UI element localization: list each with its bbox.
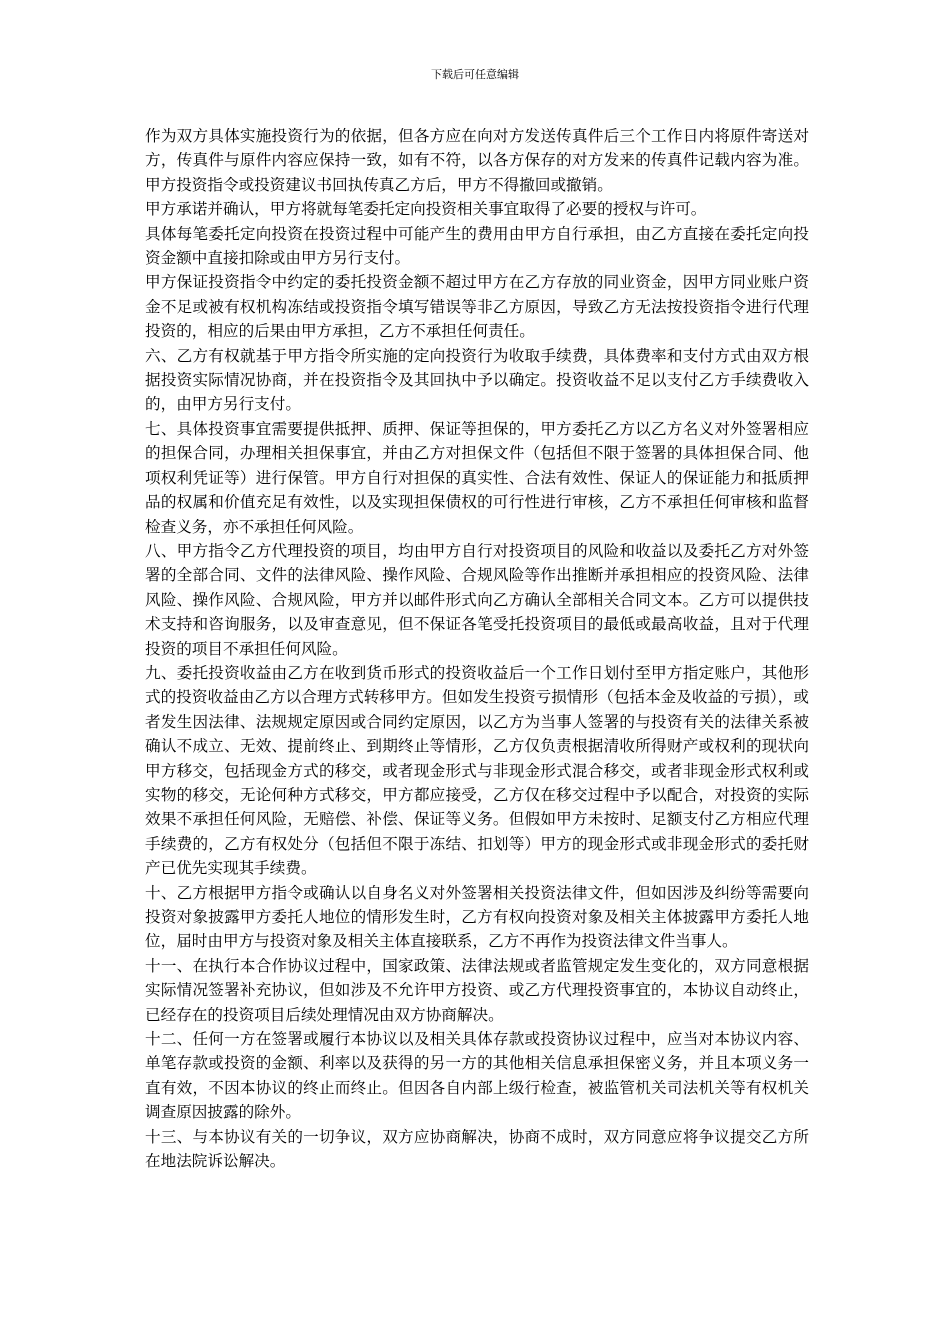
clause-12: 十二、任何一方在签署或履行本协议以及相关具体存款或投资协议过程中，应当对本协议内容、单笔存款或投资的金额、利率以及获得的另一方的其他相关信息承担保密义务，并且本项义务一直有效，不因本协议的终止而终止。但因各自内部上级行检查，被监管机关司法机关等有权机关调查原因披露的除外。 [145,1030,809,1122]
clause-11: 十一、在执行本合作协议过程中，国家政策、法律法规或者监管规定发生变化的，双方同意根据实际情况签署补充协议，但如涉及不允许甲方投资、或乙方代理投资事宜的，本协议自动终止，已经存在的投资项目后续处理情况由双方协商解决。 [145,956,809,1024]
clause-9: 九、委托投资收益由乙方在收到货币形式的投资收益后一个工作日划付至甲方指定账户，其他形式的投资收益由乙方以合理方式转移甲方。但如发生投资亏损情形（包括本金及收益的亏损），或者发生因法律、法规规定原因或合同约定原因，以乙方为当事人签署的与投资有关的法律关系被确认不成立、无效、提前终止、到期终止等情形，乙方仅负责根据清收所得财产或权利的现状向甲方移交，包括现金方式的移交，或者现金形式与非现金形式混合移交，或者非现金形式权利或实物的移交，无论何种方式移交，甲方都应接受，乙方仅在移交过程中予以配合，对投资的实际效果不承担任何风险，无赔偿、补偿、保证等义务。但假如甲方未按时、足额支付乙方相应代理手续费的，乙方有权处分（包括但不限于冻结、扣划等）甲方的现金形式或非现金形式的委托财产已优先实现其手续费。 [145,663,809,878]
clause-7: 七、具体投资事宜需要提供抵押、质押、保证等担保的，甲方委托乙方以乙方名义对外签署相应的担保合同，办理相关担保事宜，并由乙方对担保文件（包括但不限于签署的具体担保合同、他项权利凭证等）进行保管。甲方自行对担保的真实性、合法有效性、保证人的保证能力和抵质押品的权属和价值充足有效性，以及实现担保债权的可行性进行审核，乙方不承担任何审核和监督检查义务，亦不承担任何风险。 [145,419,809,536]
paragraph-expenses: 具体每笔委托定向投资在投资过程中可能产生的费用由甲方自行承担，由乙方直接在委托定向投资金额中直接扣除或由甲方另行支付。 [145,224,809,268]
clause-13: 十三、与本协议有关的一切争议，双方应协商解决，协商不成时，双方同意应将争议提交乙方所在地法院诉讼解决。 [145,1127,809,1171]
page-header: 下载后可任意编辑 [431,68,519,81]
document-body [145,124,809,1173]
paragraph-fax-originals: 作为双方具体实施投资行为的依据，但各方应在向对方发送传真件后三个工作日内将原件寄送对方，传真件与原件内容应保持一致，如有不符，以各方保存的对方发来的传真件记载内容为准。甲方投资指令或投资建议书回执传真乙方后，甲方不得撤回或撤销。 [145,127,809,194]
clause-6: 六、乙方有权就基于甲方指令所实施的定向投资行为收取手续费，具体费率和支付方式由双方根据投资实际情况协商，并在投资指令及其回执中予以确定。投资收益不足以支付乙方手续费收入的，由甲方另行支付。 [145,346,809,414]
clause-8: 八、甲方指令乙方代理投资的项目，均由甲方自行对投资项目的风险和收益以及委托乙方对外签署的全部合同、文件的法律风险、操作风险、合规风险等作出推断并承担相应的投资风险、法律风险、操作风险、合规风险，甲方并以邮件形式向乙方确认全部相关合同文本。乙方可以提供技术支持和咨询服务，以及审查意见，但不保证各笔受托投资项目的最低或最高收益，且对于代理投资的项目不承担任何风险。 [145,541,809,658]
clause-10: 十、乙方根据甲方指令或确认以自身名义对外签署相关投资法律文件，但如因涉及纠纷等需要向投资对象披露甲方委托人地位的情形发生时，乙方有权向投资对象及相关主体披露甲方委托人地位，届时由甲方与投资对象及相关主体直接联系，乙方不再作为投资法律文件当事人。 [145,883,809,951]
paragraph-authorization: 甲方承诺并确认，甲方将就每笔委托定向投资相关事宜取得了必要的授权与许可。 [145,200,707,219]
paragraph-fund-guarantee: 甲方保证投资指令中约定的委托投资金额不超过甲方在乙方存放的同业资金，因甲方同业账户资金不足或被有权机构冻结或投资指令填写错误等非乙方原因，导致乙方无法按投资指令进行代理投资的，相应的后果由甲方承担，乙方不承担任何责任。 [145,273,809,341]
